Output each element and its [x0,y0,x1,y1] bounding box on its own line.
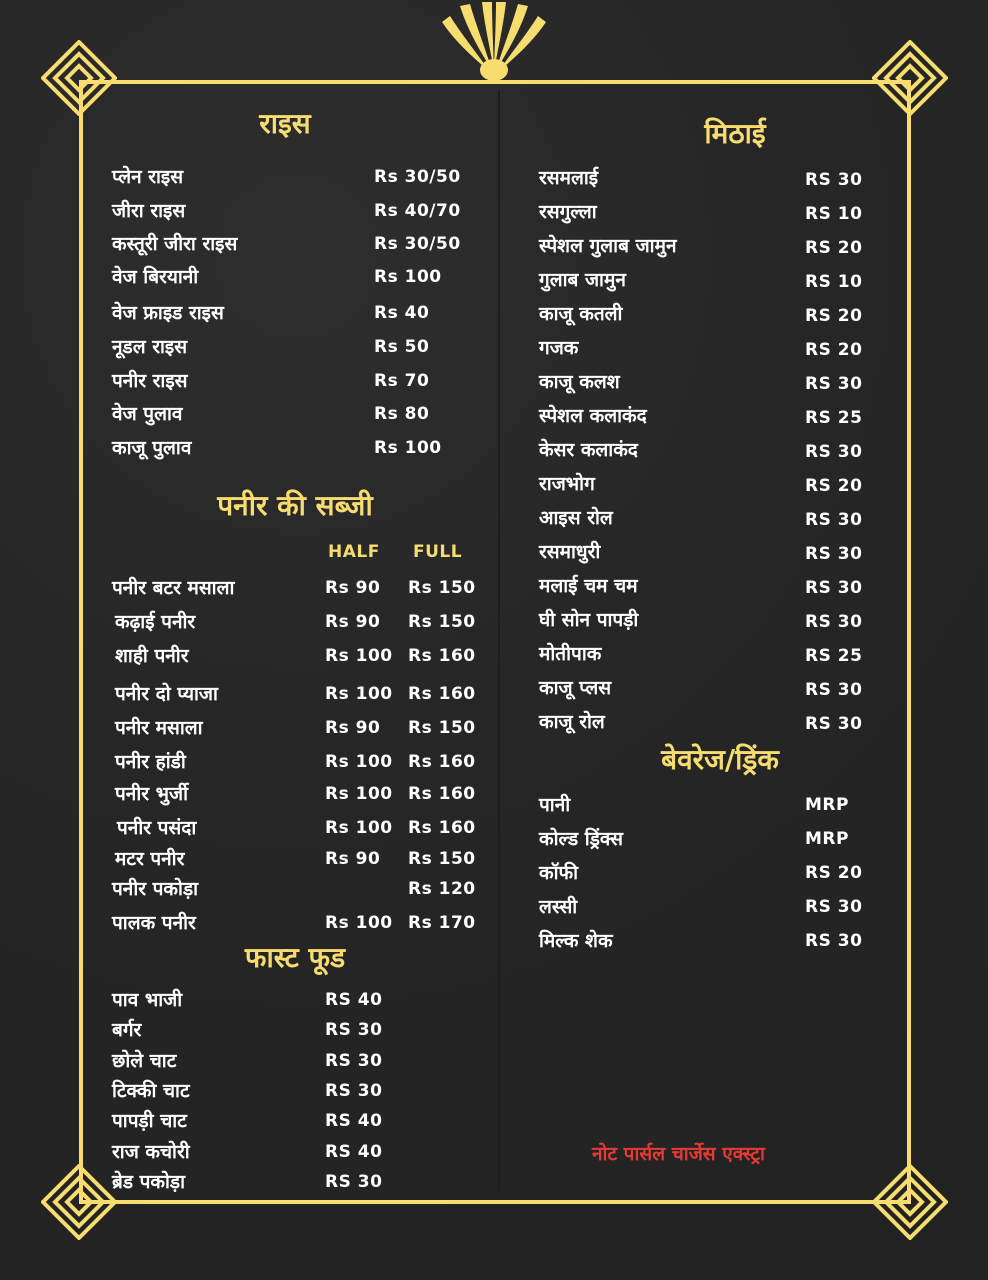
item-name: राज कचोरी [112,1141,190,1163]
item-name: ब्रेड पकोड़ा [112,1171,186,1193]
item-name: जीरा राइस [112,200,186,222]
item-full-price: Rs 120 [408,879,476,899]
item-full-price: Rs 160 [408,784,476,804]
item-name: काजू कलश [539,371,620,393]
item-half-price: Rs 90 [325,849,381,869]
item-name: छोले चाट [112,1050,177,1072]
item-name: राजभोग [539,473,595,495]
item-price: RS 20 [805,340,863,360]
item-price: Rs 70 [374,371,430,391]
item-full-price: Rs 160 [408,752,476,772]
item-name: रसगुल्ला [539,201,597,223]
corner-ornament-icon [41,40,117,116]
sweets-section-title: मिठाई [704,117,766,150]
item-name: मलाई चम चम [539,575,638,597]
item-half-price: Rs 100 [325,646,393,666]
item-price: RS 10 [805,272,863,292]
item-name: घी सोन पापड़ी [539,609,639,631]
item-name: आइस रोल [539,507,613,529]
item-price: RS 30 [325,1051,383,1071]
item-price: Rs 40/70 [374,201,461,221]
item-name: काजू पुलाव [112,437,192,459]
item-full-price: Rs 160 [408,646,476,666]
item-name: पनीर दो प्याजा [115,683,218,705]
item-full-price: Rs 150 [408,849,476,869]
item-price: RS 30 [805,442,863,462]
full-column-header: FULL [413,542,463,562]
item-name: वेज फ्राइड राइस [112,302,224,324]
item-name: गजक [539,337,579,359]
item-name: मोतीपाक [539,643,602,665]
item-name: स्पेशल कलाकंद [539,405,647,427]
item-price: MRP [805,829,849,849]
item-name: कॉफी [539,862,579,884]
item-price: RS 30 [805,897,863,917]
item-name: पापड़ी चाट [112,1110,187,1132]
parcel-charge-note: नोट पार्सल चार्जेस एक्स्ट्रा [592,1143,765,1165]
item-name: कढ़ाई पनीर [115,611,196,633]
item-price: RS 25 [805,408,863,428]
item-price: RS 40 [325,990,383,1010]
item-half-price: Rs 100 [325,684,393,704]
item-price: Rs 80 [374,404,430,424]
item-price: RS 30 [805,510,863,530]
item-full-price: Rs 150 [408,718,476,738]
half-column-header: HALF [328,542,380,562]
item-price: RS 30 [325,1172,383,1192]
item-name: प्लेन राइस [112,166,184,188]
item-half-price: Rs 100 [325,752,393,772]
item-name: पाव भाजी [112,989,183,1011]
item-name: गुलाब जामुन [539,269,626,291]
item-half-price: Rs 90 [325,718,381,738]
item-half-price: Rs 100 [325,818,393,838]
item-half-price: Rs 100 [325,913,393,933]
item-name: शाही पनीर [115,645,189,667]
item-name: रसमाधुरी [539,541,601,563]
item-price: RS 10 [805,204,863,224]
item-price: RS 30 [805,170,863,190]
paneer-section-title: पनीर की सब्जी [217,489,373,522]
item-price: RS 30 [325,1081,383,1101]
item-name: नूडल राइस [112,336,188,358]
item-name: पनीर हांडी [115,751,186,773]
item-name: मिल्क शेक [539,930,613,952]
item-name: काजू प्लस [539,677,612,699]
item-name: पनीर मसाला [115,717,203,739]
corner-ornament-icon [41,1164,117,1240]
item-name: कस्तूरी जीरा राइस [112,233,238,255]
item-price: RS 30 [325,1020,383,1040]
item-name: वेज बिरयानी [112,266,199,288]
item-name: काजू रोल [539,711,605,733]
item-name: पानी [539,794,571,816]
item-price: RS 30 [805,578,863,598]
item-name: केसर कलाकंद [539,439,638,461]
item-name: पनीर बटर मसाला [112,577,235,599]
item-name: काजू कतली [539,303,623,325]
item-price: RS 30 [805,680,863,700]
corner-ornament-icon [872,40,948,116]
fastfood-section-title: फास्ट फूड [244,941,346,974]
item-price: RS 20 [805,238,863,258]
item-half-price: Rs 100 [325,784,393,804]
item-price: RS 20 [805,306,863,326]
item-name: स्पेशल गुलाब जामुन [539,235,677,257]
item-price: RS 30 [805,714,863,734]
item-price: MRP [805,795,849,815]
item-name: वेज पुलाव [112,403,183,425]
fan-ornament-icon [436,0,552,82]
item-name: पालक पनीर [112,912,196,934]
item-price: RS 30 [805,931,863,951]
item-price: RS 20 [805,863,863,883]
item-full-price: Rs 170 [408,913,476,933]
item-name: रसमलाई [539,167,599,189]
item-price: Rs 100 [374,438,442,458]
item-half-price: Rs 90 [325,578,381,598]
item-name: लस्सी [539,896,578,918]
item-price: Rs 100 [374,267,442,287]
item-name: बर्गर [112,1019,142,1041]
beverages-section-title: बेवरेज/ड्रिंक [661,743,779,776]
item-full-price: Rs 160 [408,818,476,838]
item-name: पनीर पसंदा [117,817,197,839]
item-name: पनीर पकोड़ा [112,878,199,900]
item-price: RS 30 [805,544,863,564]
item-full-price: Rs 150 [408,612,476,632]
item-price: RS 40 [325,1142,383,1162]
corner-ornament-icon [872,1164,948,1240]
item-name: पनीर राइस [112,370,188,392]
item-price: RS 20 [805,476,863,496]
item-price: Rs 50 [374,337,430,357]
item-price: RS 25 [805,646,863,666]
item-price: Rs 30/50 [374,234,461,254]
item-price: Rs 30/50 [374,167,461,187]
item-price: RS 30 [805,612,863,632]
item-price: RS 30 [805,374,863,394]
item-half-price: Rs 90 [325,612,381,632]
item-name: पनीर भुर्जी [115,783,189,805]
item-full-price: Rs 150 [408,578,476,598]
item-price: Rs 40 [374,303,430,323]
item-name: मटर पनीर [115,848,185,870]
item-name: कोल्ड ड्रिंक्स [539,828,623,850]
rice-section-title: राइस [259,107,311,140]
item-name: टिक्की चाट [112,1080,190,1102]
item-full-price: Rs 160 [408,684,476,704]
item-price: RS 40 [325,1111,383,1131]
